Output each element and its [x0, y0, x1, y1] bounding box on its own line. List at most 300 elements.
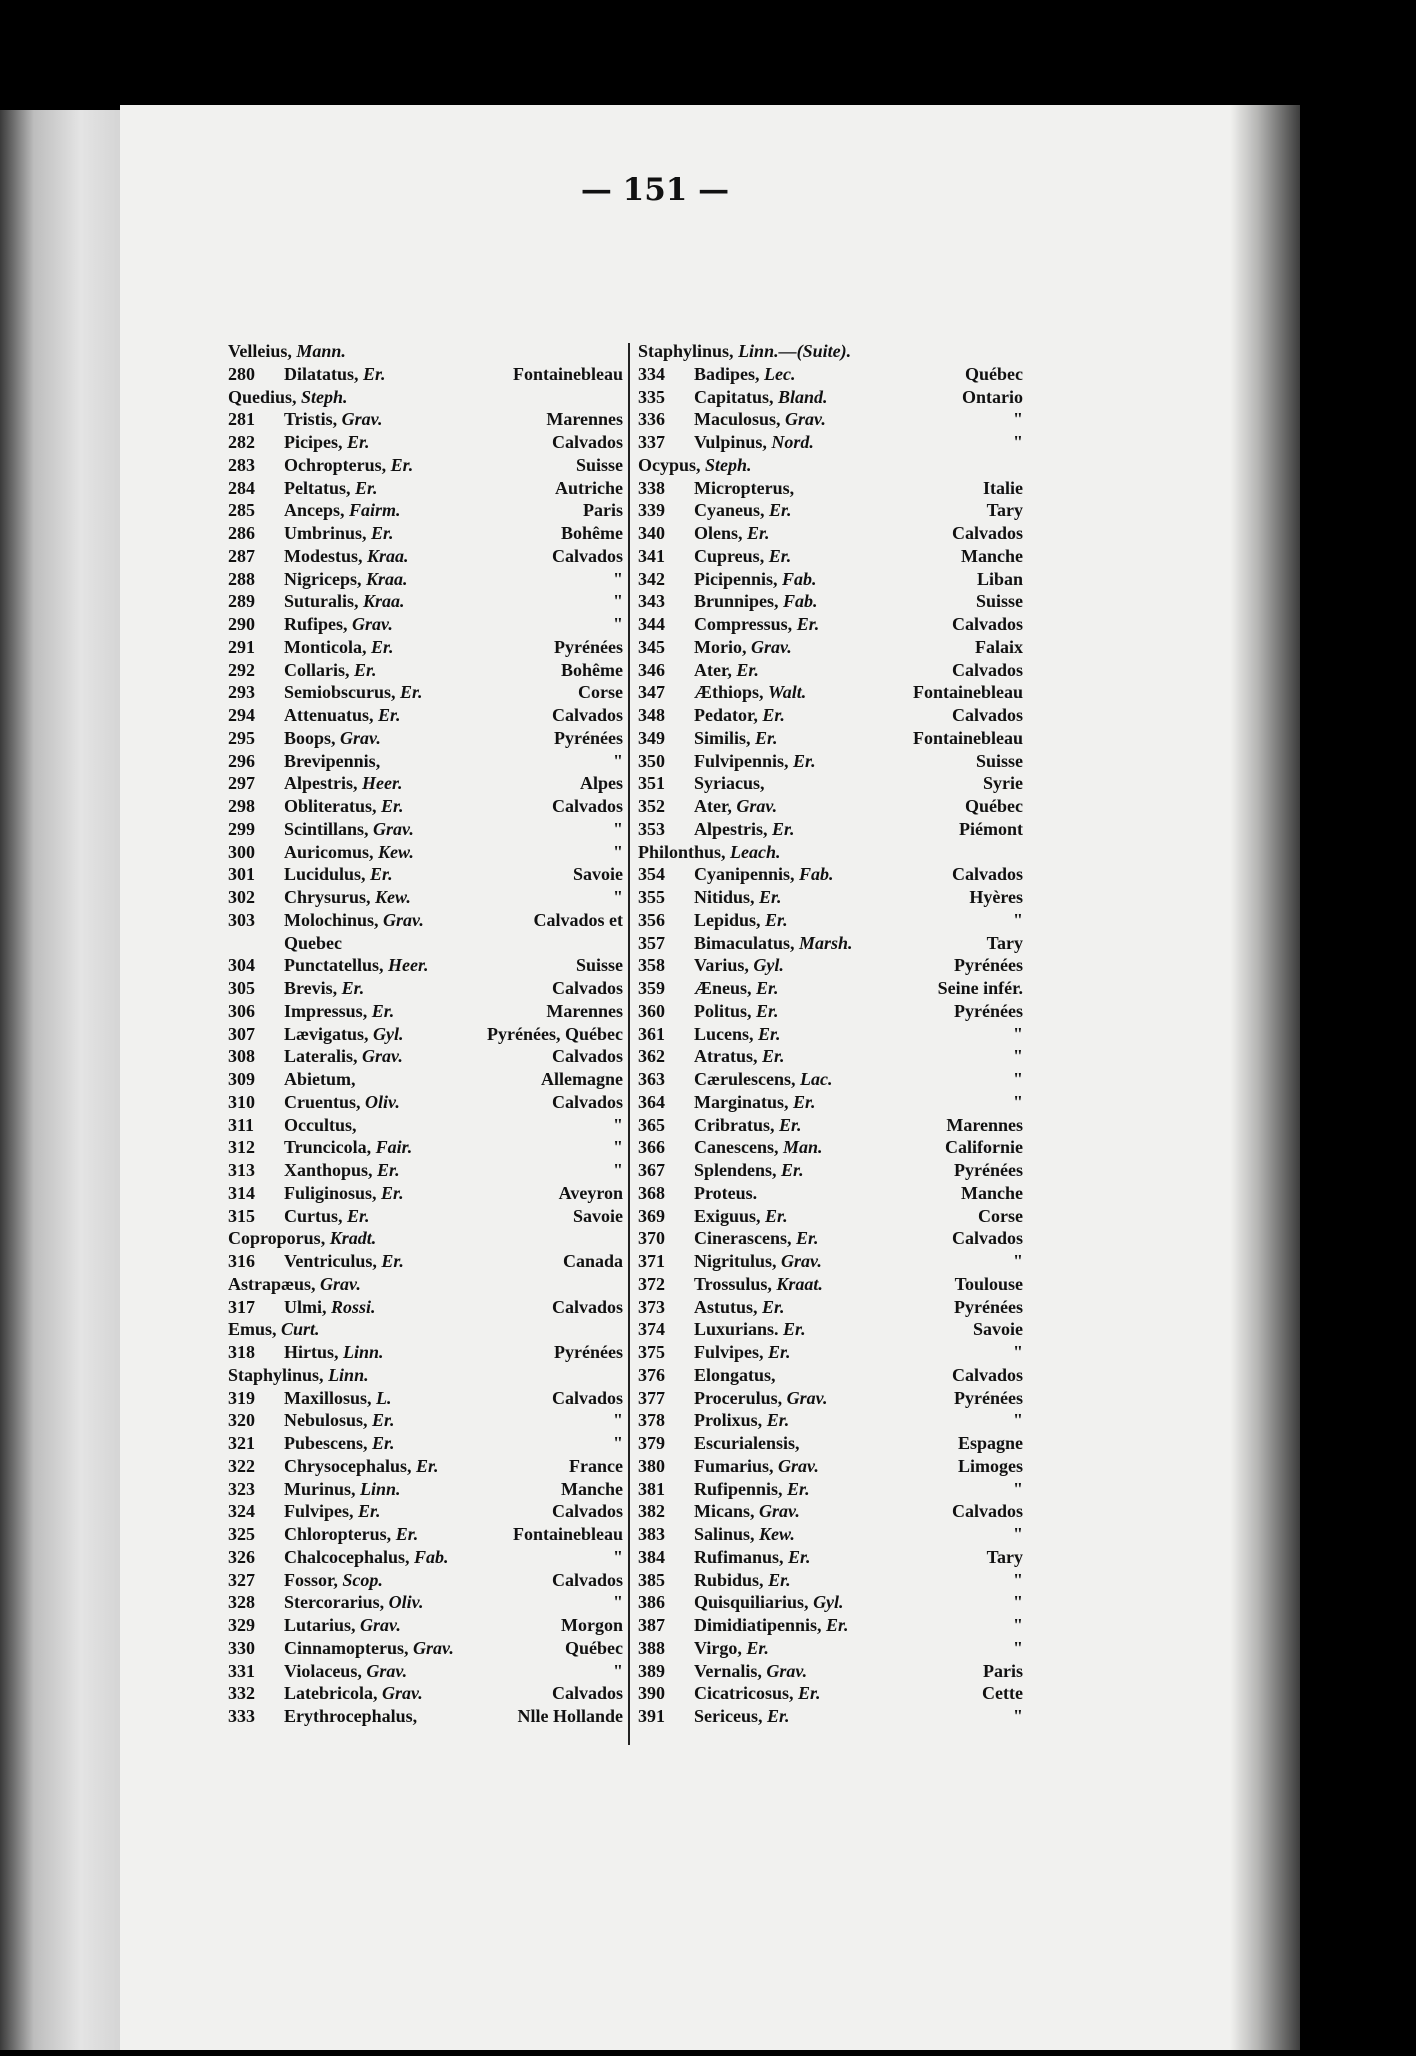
entry-number: 364 — [638, 1091, 665, 1112]
species-entry — [638, 363, 1023, 386]
species-name: Boops, — [284, 727, 336, 748]
entry-number: 354 — [638, 864, 665, 885]
entry-number: 353 — [638, 818, 665, 839]
species-entry — [228, 1045, 623, 1068]
species-entry — [228, 1182, 623, 1205]
species-name: Fossor, — [284, 1569, 338, 1590]
entry-number: 358 — [638, 955, 665, 976]
species-name: Erythrocephalus, — [284, 1706, 418, 1726]
locality: Québec — [565, 1637, 623, 1658]
locality: Tary — [986, 1546, 1023, 1567]
entry-number: 286 — [228, 523, 255, 543]
species-author: Grav. — [750, 636, 792, 657]
entry-number: 383 — [638, 1524, 665, 1544]
species-author: Er. — [746, 1637, 769, 1658]
entry-number: 302 — [228, 887, 255, 907]
species-entry — [228, 1705, 623, 1728]
entry-number: 325 — [228, 1524, 255, 1544]
species-author: Er. — [793, 1091, 816, 1112]
species-author: Fab. — [414, 1546, 449, 1567]
species-name: Tristis, — [284, 409, 338, 430]
species-author: Er. — [768, 545, 792, 566]
species-entry — [228, 1341, 623, 1364]
entry-number: 322 — [228, 1455, 255, 1476]
species-author: Er. — [772, 818, 795, 839]
species-author: Kraa. — [367, 545, 409, 566]
species-name: Hirtus, — [284, 1342, 339, 1362]
locality: Pyrénées — [954, 1000, 1023, 1021]
entry-number: 300 — [228, 841, 255, 862]
locality: Paris — [983, 1660, 1023, 1681]
locality: Suisse — [575, 454, 623, 475]
species-author: Kraa. — [365, 568, 408, 589]
species-name: Lævigatus, — [284, 1023, 369, 1044]
locality: Marennes — [546, 409, 623, 430]
entry-number: 374 — [638, 1319, 665, 1340]
genus-heading — [228, 386, 623, 409]
species-name: Trossulus, — [694, 1273, 772, 1294]
species-entry — [228, 1637, 623, 1660]
species-entry — [228, 1409, 623, 1432]
locality: Calvados — [551, 1046, 623, 1067]
locality: Californie — [945, 1137, 1023, 1158]
species-author: Er. — [363, 363, 386, 384]
entry-number: 311 — [228, 1114, 255, 1135]
species-name: Scintillans, — [284, 818, 369, 839]
right-column — [638, 340, 1023, 1728]
species-entry — [228, 1114, 623, 1137]
entry-number: 292 — [228, 659, 255, 680]
locality: " — [1013, 1069, 1023, 1089]
species-author: Er. — [371, 636, 394, 657]
species-name: Æthiops, — [694, 682, 764, 703]
entry-number: 308 — [228, 1046, 255, 1067]
species-name: Cinerascens, — [694, 1228, 792, 1249]
entry-number: 370 — [638, 1228, 665, 1249]
entry-number: 328 — [228, 1592, 255, 1613]
genus-heading — [638, 454, 1023, 477]
species-entry — [638, 1227, 1023, 1250]
species-author: Er. — [787, 1478, 810, 1499]
species-name: Astutus, — [694, 1296, 758, 1317]
species-name: Pedator, — [694, 705, 758, 725]
species-author: Er. — [788, 1546, 811, 1567]
entry-number: 381 — [638, 1478, 665, 1499]
species-entry — [228, 727, 623, 750]
species-author: Er. — [765, 1205, 788, 1226]
species-author: Man. — [783, 1137, 823, 1158]
species-author: Er. — [759, 887, 782, 907]
locality: Québec — [965, 796, 1023, 816]
species-author: Er. — [395, 1524, 419, 1544]
locality: Suisse — [975, 591, 1023, 612]
genus-author: Steph. — [705, 454, 752, 475]
locality: Calvados — [551, 1091, 623, 1112]
species-author: Er. — [381, 1182, 404, 1203]
species-author: Grav. — [383, 909, 424, 930]
species-name: Varius, — [694, 955, 749, 976]
species-entry — [228, 1455, 623, 1478]
genus-author: Leach. — [730, 841, 781, 862]
locality: " — [1013, 1410, 1023, 1431]
locality: " — [1013, 1524, 1023, 1544]
species-entry — [638, 636, 1023, 659]
locality: " — [613, 1137, 623, 1158]
species-name: Elongatus, — [694, 1364, 776, 1385]
entry-number: 343 — [638, 591, 665, 612]
entry-number: 373 — [638, 1296, 665, 1317]
locality: Syrie — [983, 773, 1023, 794]
species-name: Micans, — [694, 1501, 755, 1522]
species-name: Nitidus, — [694, 887, 755, 907]
species-entry — [638, 659, 1023, 682]
locality: Corse — [578, 682, 623, 703]
species-name: Cupreus, — [694, 545, 765, 566]
entry-number: 335 — [638, 386, 665, 407]
species-author: Er. — [381, 1251, 404, 1271]
species-author: Er. — [768, 1569, 791, 1590]
species-entry — [228, 841, 623, 864]
species-author: Er. — [372, 1433, 395, 1453]
species-author: Kew. — [759, 1524, 795, 1544]
species-author: Er. — [793, 750, 816, 771]
species-name: Lutarius, — [284, 1615, 356, 1635]
species-entry — [638, 818, 1023, 841]
species-name: Cyaneus, — [694, 500, 765, 521]
locality: Savoie — [972, 1319, 1023, 1340]
genus-name: Staphylinus, — [228, 1364, 324, 1385]
entry-number: 288 — [228, 568, 255, 589]
column-divider — [628, 343, 630, 1745]
species-name: Capitatus, — [694, 386, 774, 407]
species-author: Er. — [797, 1683, 821, 1704]
locality: " — [613, 818, 623, 839]
species-name: Proteus. — [694, 1182, 758, 1203]
entry-number: 305 — [228, 978, 255, 998]
species-entry — [638, 772, 1023, 795]
entry-number: 289 — [228, 591, 255, 612]
entry-number: 356 — [638, 909, 665, 930]
entry-number: 287 — [228, 545, 255, 566]
species-author: Er. — [371, 523, 394, 543]
species-name: Molochinus, — [284, 909, 379, 930]
species-author: Er. — [769, 500, 792, 521]
species-entry — [638, 1341, 1023, 1364]
species-name: Collaris, — [284, 659, 350, 680]
species-author: Fab. — [783, 591, 818, 612]
species-entry — [638, 1273, 1023, 1296]
locality: " — [613, 1433, 623, 1453]
locality: Ontario — [962, 386, 1023, 407]
genus-name: Astrapæus, — [228, 1273, 316, 1294]
entry-number: 337 — [638, 432, 665, 452]
species-author: Grav. — [352, 614, 393, 634]
genus-author: Linn. — [328, 1364, 369, 1385]
species-author: Er. — [416, 1455, 439, 1476]
species-name: Impressus, — [284, 1000, 368, 1021]
entry-number: 342 — [638, 568, 665, 589]
species-entry — [228, 568, 623, 591]
species-name: Brevipennis, — [284, 750, 381, 771]
entry-number: 330 — [228, 1637, 255, 1658]
locality: " — [1013, 1091, 1023, 1112]
entry-number: 352 — [638, 796, 665, 816]
species-author: Linn. — [343, 1342, 384, 1362]
locality: " — [613, 1660, 623, 1681]
species-name: Rufipes, — [284, 614, 348, 634]
species-entry — [638, 977, 1023, 1000]
locality: " — [613, 750, 623, 771]
species-name: Morio, — [694, 636, 747, 657]
species-author: Grav. — [786, 1387, 828, 1408]
species-entry — [228, 1000, 623, 1023]
species-name: Ater, — [694, 796, 732, 816]
locality: Calvados — [951, 705, 1023, 725]
locality: " — [613, 1160, 623, 1180]
entry-number: 380 — [638, 1455, 665, 1476]
locality: Toulouse — [954, 1273, 1023, 1294]
locality: Calvados — [951, 659, 1023, 680]
entry-number: 290 — [228, 614, 255, 634]
species-name: Ulmi, — [284, 1296, 327, 1317]
locality: " — [613, 841, 623, 862]
species-author: Er. — [762, 705, 785, 725]
locality: Fontainebleau — [512, 363, 623, 384]
species-entry — [638, 1660, 1023, 1683]
locality: " — [1013, 1342, 1023, 1362]
locality: Savoie — [572, 864, 623, 885]
locality: " — [1013, 1706, 1023, 1726]
species-name: Similis, — [694, 727, 751, 748]
locality: Fontainebleau — [512, 1524, 623, 1544]
locality: Bohême — [561, 523, 623, 543]
genus-author: Grav. — [320, 1273, 361, 1294]
species-name: Chrysurus, — [284, 887, 371, 907]
entry-number: 340 — [638, 523, 665, 543]
locality: " — [613, 1546, 623, 1567]
species-entry — [228, 1614, 623, 1637]
species-author: Er. — [783, 1319, 806, 1340]
entry-number: 347 — [638, 682, 665, 703]
species-author: Er. — [756, 978, 779, 998]
species-entry — [228, 1387, 623, 1410]
locality: " — [613, 568, 623, 589]
species-name: Compressus, — [694, 614, 793, 634]
species-entry — [638, 613, 1023, 636]
species-name: Lucens, — [694, 1023, 754, 1044]
entry-number: 375 — [638, 1342, 665, 1362]
species-entry — [638, 954, 1023, 977]
species-entry — [638, 795, 1023, 818]
entry-number: 371 — [638, 1251, 665, 1271]
locality: Aveyron — [558, 1182, 623, 1203]
entry-number: 378 — [638, 1410, 665, 1431]
entry-number: 280 — [228, 363, 255, 384]
species-author: Grav. — [362, 1046, 403, 1067]
locality: Pyrénées — [954, 1160, 1023, 1180]
species-author: Er. — [378, 705, 401, 725]
species-entry — [228, 1136, 623, 1159]
genus-heading — [228, 1273, 623, 1296]
genus-name: Staphylinus, — [638, 341, 734, 361]
locality: Corse — [978, 1205, 1023, 1226]
entry-number: 367 — [638, 1160, 665, 1180]
species-author: Heer. — [388, 955, 429, 976]
species-name: Latebricola, — [284, 1683, 378, 1704]
entry-number: 336 — [638, 409, 665, 430]
species-entry — [228, 613, 623, 636]
entry-number: 317 — [228, 1296, 255, 1317]
genus-author: Mann. — [296, 341, 346, 361]
entry-number: 345 — [638, 636, 665, 657]
species-entry — [228, 1068, 623, 1091]
entry-number: 361 — [638, 1023, 665, 1044]
species-entry — [228, 522, 623, 545]
species-name: Cruentus, — [284, 1091, 361, 1112]
species-name: Chrysocephalus, — [284, 1455, 412, 1476]
species-entry — [638, 1000, 1023, 1023]
species-entry — [228, 590, 623, 613]
locality: Limoges — [958, 1455, 1023, 1476]
species-author: Er. — [390, 454, 414, 475]
species-name: Pubescens, — [284, 1433, 368, 1453]
species-author: Er. — [755, 727, 778, 748]
locality: Calvados — [551, 796, 623, 816]
species-entry — [638, 499, 1023, 522]
entry-number: 360 — [638, 1000, 665, 1021]
entry-number: 320 — [228, 1410, 255, 1431]
species-entry — [228, 1091, 623, 1114]
species-entry — [638, 1432, 1023, 1455]
species-entry — [638, 477, 1023, 500]
species-name: Suturalis, — [284, 591, 359, 612]
entry-number: 346 — [638, 659, 665, 680]
locality: Calvados — [951, 614, 1023, 634]
locality: Tary — [986, 932, 1023, 953]
species-author: Er. — [762, 1046, 785, 1067]
locality: Bohême — [561, 659, 623, 680]
entry-number: 291 — [228, 636, 255, 657]
locality: Calvados — [551, 978, 623, 998]
species-name: Curtus, — [284, 1205, 343, 1226]
entry-number: 386 — [638, 1592, 665, 1613]
locality: Pyrénées, Québec — [487, 1023, 623, 1044]
locality: " — [1013, 1251, 1023, 1271]
locality: Québec — [965, 363, 1023, 384]
species-name: Occultus, — [284, 1114, 357, 1135]
species-author: Rossi. — [331, 1296, 376, 1317]
genus-heading — [228, 1227, 623, 1250]
genus-author: Curt. — [281, 1319, 320, 1340]
species-entry — [638, 1455, 1023, 1478]
species-name: Ventriculus, — [284, 1251, 377, 1271]
species-entry — [228, 1250, 623, 1273]
species-author: Grav. — [413, 1637, 454, 1658]
locality: " — [1013, 1046, 1023, 1067]
locality: Pyrénées — [954, 1387, 1023, 1408]
entry-number: 324 — [228, 1501, 255, 1522]
species-entry — [638, 1569, 1023, 1592]
species-entry — [228, 408, 623, 431]
genus-heading — [638, 841, 1023, 864]
species-author: Lac. — [800, 1069, 833, 1089]
entry-number: 379 — [638, 1433, 665, 1453]
species-author: Grav. — [778, 1455, 819, 1476]
locality: Pyrénées — [554, 636, 623, 657]
species-entry — [638, 545, 1023, 568]
locality: " — [1013, 909, 1023, 930]
locality: Liban — [976, 568, 1023, 589]
species-name: Peltatus, — [284, 477, 351, 498]
species-name: Splendens, — [694, 1160, 777, 1180]
entry-number: 284 — [228, 477, 255, 498]
locality: " — [613, 1114, 623, 1135]
entry-number: 376 — [638, 1364, 665, 1385]
species-author: Er. — [781, 1160, 804, 1180]
species-entry — [228, 772, 623, 795]
locality: Pyrénées — [954, 955, 1023, 976]
species-entry — [228, 954, 623, 977]
species-name: Marginatus, — [694, 1091, 789, 1112]
species-entry — [228, 795, 623, 818]
species-author: Grav. — [766, 1660, 808, 1681]
species-name: Nigriceps, — [284, 568, 362, 589]
species-author: Grav. — [736, 796, 778, 816]
locality: " — [613, 1410, 623, 1431]
species-name: Chloropterus, — [284, 1524, 392, 1544]
species-entry — [228, 1546, 623, 1569]
species-entry — [638, 1250, 1023, 1273]
species-author: Kraat. — [776, 1273, 823, 1294]
genus-name: Ocypus, — [638, 454, 701, 475]
locality: Hyères — [969, 887, 1023, 907]
species-author: Linn. — [360, 1478, 401, 1499]
species-author: Gyl. — [373, 1023, 404, 1044]
species-author: Er. — [766, 1706, 790, 1726]
genus-name: Quedius, — [228, 386, 297, 407]
entry-number: 384 — [638, 1546, 665, 1567]
locality: Autriche — [555, 477, 623, 498]
entry-number: 303 — [228, 909, 255, 930]
species-entry — [638, 1068, 1023, 1091]
entry-number: 301 — [228, 864, 255, 885]
entry-number: 316 — [228, 1251, 255, 1271]
species-name: Brevis, — [284, 978, 338, 998]
locality: " — [1013, 409, 1023, 430]
entry-number: 350 — [638, 750, 665, 771]
entry-number: 323 — [228, 1478, 255, 1499]
species-name: Fulvipes, — [284, 1501, 354, 1522]
entry-number: 283 — [228, 454, 255, 475]
species-name: Monticola, — [284, 636, 367, 657]
entry-number: 281 — [228, 409, 255, 430]
species-author: Er. — [400, 682, 423, 703]
entry-number: 313 — [228, 1160, 255, 1180]
locality: Piémont — [959, 818, 1023, 839]
species-name: Olens, — [694, 523, 743, 543]
locality: Manche — [561, 1478, 623, 1499]
locality: Manche — [961, 545, 1023, 566]
adjacent-page-edge — [0, 110, 135, 2050]
species-author: Scop. — [342, 1569, 383, 1590]
species-author: Marsh. — [799, 932, 853, 953]
species-name: Fulvipennis, — [694, 750, 789, 771]
species-name: Umbrinus, — [284, 523, 367, 543]
page-number: — 151 — — [580, 172, 730, 208]
locality: Calvados — [951, 523, 1023, 543]
species-name: Nigritulus, — [694, 1251, 777, 1271]
species-name: Violaceus, — [284, 1660, 362, 1681]
